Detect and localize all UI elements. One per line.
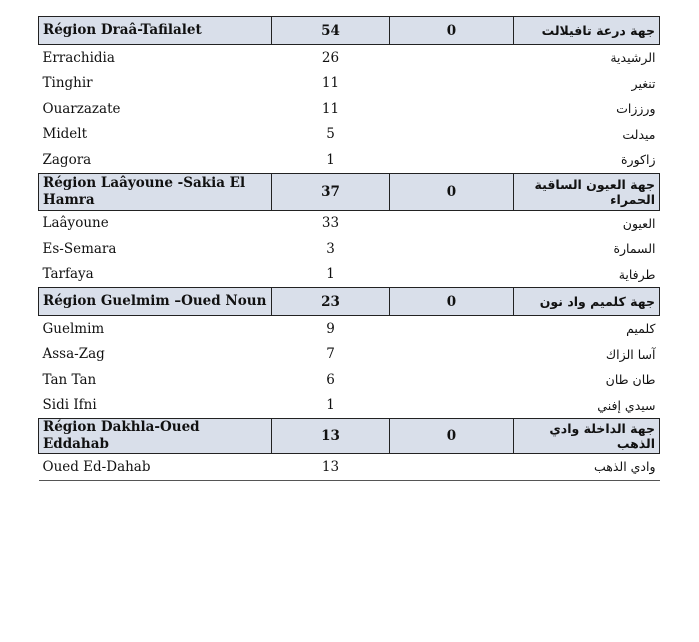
- province-name: Sidi Ifni: [42, 397, 97, 414]
- province-name-ar: زاكورة: [620, 152, 656, 168]
- province-name: Guelmim: [42, 320, 105, 337]
- province-row: [39, 236, 660, 262]
- province-row: [39, 316, 660, 342]
- province-row: [39, 393, 660, 419]
- region-header-row: [39, 288, 660, 316]
- province-row: [39, 262, 660, 288]
- region-name-ar: جهة كلميم واد نون: [514, 288, 660, 316]
- region-name-ar: جهة العيون الساقية الحمراء: [514, 173, 660, 210]
- province-name: Errachidia: [42, 49, 115, 66]
- province-name-ar: طرفاية: [618, 266, 656, 282]
- regions-table: [38, 16, 660, 481]
- province-count: 3: [326, 240, 335, 257]
- province-row: [39, 454, 660, 481]
- region-name: Région Guelmim –Oued Noun: [39, 288, 272, 316]
- province-name-ar: وادي الذهب: [514, 454, 660, 481]
- province-count: 11: [321, 100, 340, 117]
- province-name-ar: السمارة: [613, 241, 656, 257]
- province-name-ar: آسا الزاك: [605, 346, 656, 362]
- region-count: 23: [272, 288, 390, 316]
- region-count: 37: [272, 173, 390, 210]
- province-count: 6: [326, 371, 335, 388]
- province-name: Midelt: [42, 126, 88, 143]
- region-name-ar: جهة الداخلة وادي الذهب: [514, 419, 660, 454]
- province-name: Tan Tan: [42, 371, 97, 388]
- province-name-ar: ميدلت: [622, 126, 656, 142]
- province-name-ar: الرشيدية: [610, 50, 656, 66]
- province-name-ar: طان طان: [605, 372, 656, 388]
- province-count: 26: [321, 49, 340, 66]
- region-count: 13: [272, 419, 390, 454]
- province-name-ar: العيون: [622, 215, 656, 231]
- province-name: Ouarzazate: [42, 100, 121, 117]
- province-count: 33: [321, 215, 340, 232]
- region-zero: 0: [390, 288, 514, 316]
- province-name: Oued Ed-Dahab: [39, 454, 272, 481]
- province-count: 11: [321, 75, 340, 92]
- province-row: [39, 96, 660, 122]
- region-count: 54: [272, 17, 390, 45]
- province-count: 5: [326, 126, 335, 143]
- province-row: [39, 147, 660, 173]
- province-name-ar: ورززات: [616, 101, 656, 117]
- region-header-row: [39, 173, 660, 210]
- province-name: Laâyoune: [42, 215, 109, 232]
- province-count: 7: [326, 346, 335, 363]
- province-count: 13: [272, 454, 390, 481]
- region-header-row: [39, 17, 660, 45]
- province-name: Tinghir: [42, 75, 93, 92]
- province-name-ar: كلميم: [626, 321, 656, 337]
- province-row: [39, 71, 660, 97]
- province-name: Assa-Zag: [42, 346, 105, 363]
- province-count: 9: [326, 320, 335, 337]
- province-row: [39, 45, 660, 71]
- province-name: Tarfaya: [42, 266, 94, 283]
- region-name: Région Draâ-Tafilalet: [39, 17, 272, 45]
- province-name: Zagora: [42, 151, 92, 168]
- province-row: [39, 367, 660, 393]
- region-name: Région Dakhla-Oued Eddahab: [39, 419, 272, 454]
- region-header-row: [39, 419, 660, 454]
- province-row: [39, 210, 660, 236]
- province-row: [39, 122, 660, 148]
- province-name-ar: سيدي إفني: [597, 397, 656, 413]
- region-zero: 0: [390, 419, 514, 454]
- province-name: Es-Semara: [42, 240, 117, 257]
- province-count: 1: [326, 151, 335, 168]
- province-count: 1: [326, 397, 335, 414]
- region-name: Région Laâyoune -Sakia El Hamra: [39, 173, 272, 210]
- province-name-ar: تنغير: [631, 75, 656, 91]
- region-zero: 0: [390, 17, 514, 45]
- region-name-ar: جهة درعة تافيلالت: [514, 17, 660, 45]
- region-zero: 0: [390, 173, 514, 210]
- province-row: [39, 342, 660, 368]
- province-count: 1: [326, 266, 335, 283]
